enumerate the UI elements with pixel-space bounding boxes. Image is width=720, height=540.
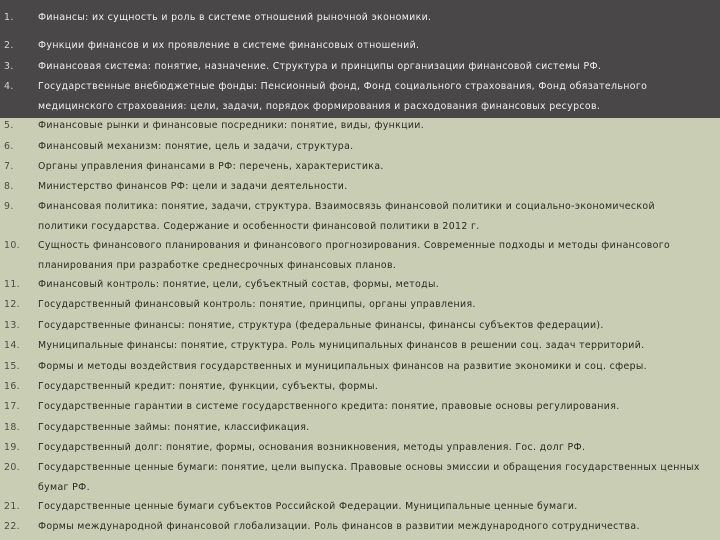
item-number: 18. — [4, 422, 20, 433]
item-number: 1. — [4, 12, 14, 23]
item-number: 17. — [4, 401, 20, 412]
item-text: Финансовая политика: понятие, задачи, структура. Взаимосвязь финансовой политики и социально-экономической политики государства. Содержание и особенности финансовой политики в 2012 г. — [38, 201, 655, 232]
item-number: 22. — [4, 521, 20, 532]
item-number: 9. — [4, 201, 14, 212]
item-text: Государственный финансовый контроль: понятие, принципы, органы управления. — [38, 299, 476, 310]
item-number: 13. — [4, 320, 20, 331]
item-text: Финансовый механизм: понятие, цель и задачи, структура. — [38, 141, 354, 152]
item-text: Государственные гарантии в системе государственного кредита: понятие, правовые основы регулирования. — [38, 401, 620, 412]
item-text: Функции финансов и их проявление в системе финансовых отношений. — [38, 40, 420, 51]
item-text: Государственный долг: понятие, формы, основания возникновения, методы управления. Гос. долг РФ. — [38, 442, 586, 453]
item-number: 10. — [4, 240, 20, 251]
item-text: Государственный кредит: понятие, функции, субъекты, формы. — [38, 381, 379, 392]
item-text: Формы международной финансовой глобализации. Роль финансов в развитии международного сотрудничества. — [38, 521, 640, 532]
item-text: Сущность финансового планирования и финансового прогнозирования. Современные подходы и методы финансового планирования при разработке среднесрочных финансовых планов. — [38, 240, 671, 271]
item-text: Финансовый контроль: понятие, цели, субъектный состав, формы, методы. — [38, 279, 440, 290]
item-number: 11. — [4, 279, 20, 290]
item-number: 8. — [4, 181, 14, 192]
item-number: 3. — [4, 61, 14, 72]
item-text: Финансы: их сущность и роль в системе отношений рыночной экономики. — [38, 12, 432, 23]
item-text: Государственные ценные бумаги: понятие, цели выпуска. Правовые основы эмиссии и обращения государственных ценных бумаг РФ. — [38, 462, 700, 493]
item-text: Финансовые рынки и финансовые посредники: понятие, виды, функции. — [38, 120, 425, 131]
item-number: 16. — [4, 381, 20, 392]
item-text: Государственные ценные бумаги субъектов Российской Федерации. Муниципальные ценные бумаги. — [38, 501, 578, 512]
item-number: 12. — [4, 299, 20, 310]
item-number: 14. — [4, 340, 20, 351]
item-number: 20. — [4, 462, 20, 473]
item-text: Государственные займы: понятие, классификация. — [38, 422, 310, 433]
item-text: Министерство финансов РФ: цели и задачи деятельности. — [38, 181, 348, 192]
item-number: 15. — [4, 361, 20, 372]
item-number: 4. — [4, 81, 14, 92]
item-number: 5. — [4, 120, 14, 131]
item-number: 2. — [4, 40, 14, 51]
item-number: 7. — [4, 161, 14, 172]
item-number: 6. — [4, 141, 14, 152]
item-text: Государственные финансы: понятие, структура (федеральные финансы, финансы субъектов федерации). — [38, 320, 604, 331]
item-text: Органы управления финансами в РФ: перечень, характеристика. — [38, 161, 384, 172]
item-text: Государственные внебюджетные фонды: Пенсионный фонд, Фонд социального страхования, Фонд обязательного медицинского страхования: цели, задачи, порядок формирования и расходования финансовых ресурсов. — [38, 81, 648, 112]
item-number: 19. — [4, 442, 20, 453]
item-text: Финансовая система: понятие, назначение. Структура и принципы организации финансовой системы РФ. — [38, 61, 602, 72]
item-number: 21. — [4, 501, 20, 512]
item-text: Формы и методы воздействия государственных и муниципальных финансов на развитие экономики и соц. сферы. — [38, 361, 648, 372]
item-text: Муниципальные финансы: понятие, структура. Роль муниципальных финансов в решении соц. задач территорий. — [38, 340, 645, 351]
